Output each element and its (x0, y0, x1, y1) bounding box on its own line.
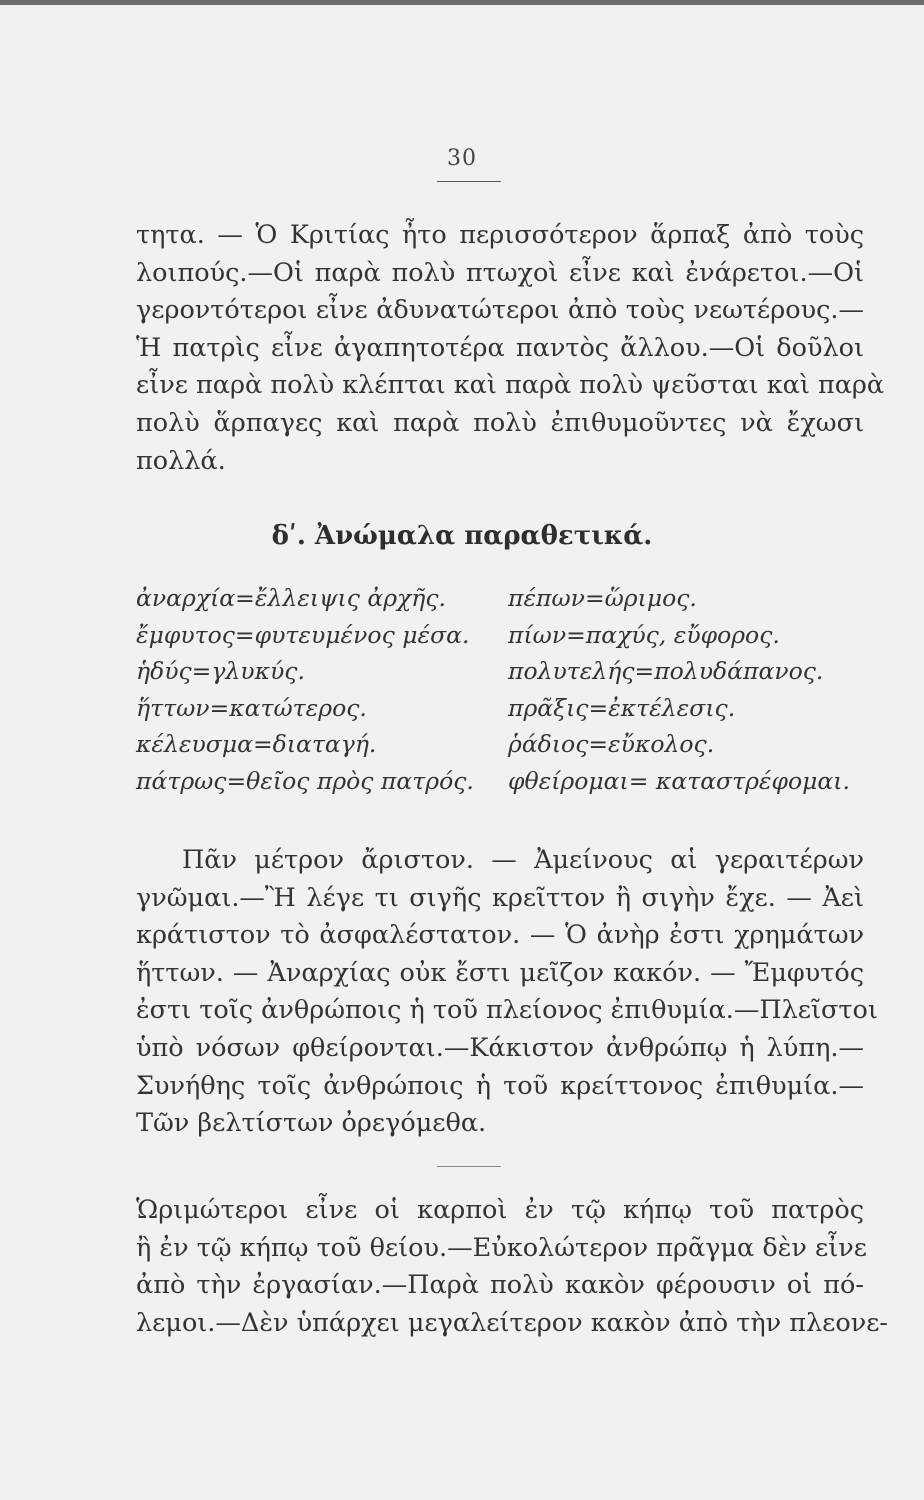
text-line: πολλά. (136, 445, 226, 476)
text-line: ἥττων. — Ἀναρχίας οὐκ ἔστι μεῖζον κακόν. — Ἔμφυτός (136, 957, 864, 988)
vocab-item: ἀναρχία=ἔλλειψις ἀρχῆς. (136, 584, 446, 612)
page-number: 30 (447, 146, 477, 171)
text-line: ἀπὸ τὴν ἐργασίαν.—Παρὰ πολὺ κακὸν φέρουσιν οἱ πό- (136, 1270, 864, 1301)
text-line: εἶνε παρὰ πολὺ κλέπται καὶ παρὰ πολὺ ψεῦσται καὶ παρὰ (136, 370, 885, 401)
text-line: Τῶν βελτίστων ὀρεγόμεθα. (136, 1108, 487, 1139)
vocab-item: κέλευσμα=διαταγή. (136, 730, 377, 759)
text-line: ἐστι τοῖς ἀνθρώποις ἡ τοῦ πλείονος ἐπιθυμία.—Πλεῖστοι (136, 995, 878, 1026)
text-line: τητα. — Ὁ Κριτίας ἦτο περισσότερον ἅρπαξ ἀπὸ τοὺς (136, 220, 864, 250)
text-line: Πᾶν μέτρον ἄριστον. — Ἀμείνους αἱ γεραιτέρων (182, 845, 864, 875)
vocabulary-right-column (508, 580, 868, 800)
vocab-item: ἡδύς=γλυκύς. (136, 657, 305, 686)
paragraph-comparatives (136, 217, 885, 480)
top-border (0, 0, 924, 5)
vocab-item: ἔμφυτος=φυτευμένος μέσα. (136, 620, 470, 649)
text-line: γνῶμαι.—Ἢ λέγε τι σιγῆς κρεῖττον ἢ σιγὴν ἔχε. — Ἀεὶ (136, 882, 864, 913)
text-line: Συνήθης τοῖς ἀνθρώποις ἡ τοῦ κρείττονος ἐπιθυμία.— (136, 1070, 864, 1101)
vocab-item: πάτρως=θεῖος πρὸς πατρός. (136, 766, 474, 795)
vocab-item: πίων=παχύς, εὔφορος. (508, 620, 780, 649)
vocabulary-left-column (136, 580, 496, 800)
vocab-item: ῥάδιος=εὔκολος. (508, 730, 715, 759)
text-line: λεμοι.—Δὲν ὑπάρχει μεγαλείτερον κακὸν ἀπὸ τὴν πλεονε- (136, 1307, 889, 1338)
section-heading: δʹ. Ἀνώμαλα παραθετικά. (271, 521, 653, 551)
text-line: Ἡ πατρὶς εἶνε ἀγαπητοτέρα παντὸς ἄλλου.—Οἱ δοῦλοι (136, 332, 864, 363)
vocab-item: πολυτελής=πολυδάπανος. (508, 657, 824, 686)
text-line: γεροντότεροι εἶνε ἀδυνατώτεροι ἀπὸ τοὺς νεωτέρους.— (136, 295, 864, 326)
vocab-item: πρᾶξις=ἐκτέλεσις. (508, 693, 736, 722)
text-line: Ὡριμώτεροι εἶνε οἱ καρποὶ ἐν τῷ κήπῳ τοῦ πατρὸς (136, 1195, 864, 1225)
text-line: λοιπούς.—Οἱ παρὰ πολὺ πτωχοὶ εἶνε καὶ ἐνάρετοι.—Οἱ (136, 257, 864, 288)
vocab-item: πέπων=ὥριμος. (508, 584, 697, 612)
text-line: ὑπὸ νόσων φθείρονται.—Κάκιστον ἀνθρώπῳ ἡ λύπη.— (136, 1032, 864, 1063)
text-line: πολὺ ἅρπαγες καὶ παρὰ πολὺ ἐπιθυμοῦντες νὰ ἔχωσι (136, 407, 864, 438)
vocab-item: φθείρομαι= καταστρέφομαι. (508, 766, 850, 795)
text-line: κράτιστον τὸ ἀσφαλέστατον. — Ὁ ἀνὴρ ἐστι χρημάτων (136, 920, 864, 951)
text-line: ἢ ἐν τῷ κήπῳ τοῦ θείου.—Εὐκολώτερον πρᾶγμα δὲν εἶνε (136, 1232, 867, 1263)
vocab-item: ἥττων=κατώτερος. (136, 693, 367, 722)
paragraph-exercises (136, 1192, 889, 1342)
paragraph-proverbs (136, 842, 878, 1143)
section-divider (437, 1166, 501, 1167)
page-number-underline (437, 181, 501, 182)
